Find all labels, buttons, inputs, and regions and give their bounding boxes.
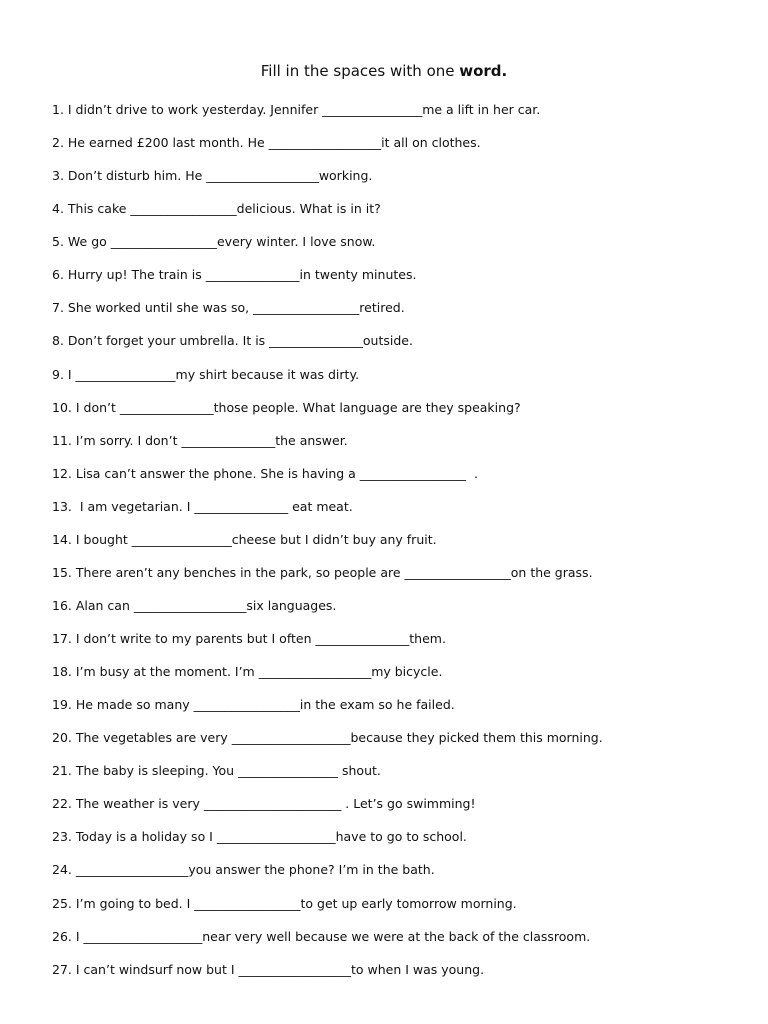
exercise-item: 3. Don’t disturb him. He __________________working.	[52, 168, 373, 184]
exercise-item: 24. __________________you answer the phone? I’m in the bath.	[52, 862, 435, 878]
exercise-item: 14. I bought ________________cheese but I didn’t buy any fruit.	[52, 531, 437, 547]
exercise-item: 10. I don’t _______________those people. What language are they speaking?	[52, 399, 521, 415]
exercise-item: 13. I am vegetarian. I _______________ eat meat.	[52, 498, 353, 514]
exercise-item: 25. I’m going to bed. I _________________to get up early tomorrow morning.	[52, 895, 517, 911]
exercise-item: 18. I’m busy at the moment. I’m __________________my bicycle.	[52, 664, 443, 680]
exercise-item: 23. Today is a holiday so I ___________________have to go to school.	[52, 829, 467, 845]
exercise-item: 27. I can’t windsurf now but I __________________to when I was young.	[52, 961, 485, 977]
exercise-item: 15. There aren’t any benches in the park, so people are _________________on the grass.	[52, 564, 593, 580]
exercise-item: 16. Alan can __________________six languages.	[52, 597, 337, 613]
exercise-item: 8. Don’t forget your umbrella. It is _______________outside.	[52, 333, 413, 349]
exercise-list	[52, 100, 752, 993]
exercise-item: 17. I don’t write to my parents but I often _______________them.	[52, 631, 446, 646]
exercise-item: 26. I ___________________near very well because we were at the back of the classroom.	[52, 928, 591, 944]
exercise-item: 20. The vegetables are very ___________________because they picked them this morning.	[52, 730, 603, 746]
exercise-item: 7. She worked until she was so, _________________retired.	[52, 300, 405, 316]
exercise-item: 19. He made so many _________________in the exam so he failed.	[52, 697, 455, 713]
exercise-item: 4. This cake _________________delicious. What is in it?	[52, 201, 381, 217]
exercise-item: 11. I’m sorry. I don’t _______________the answer.	[52, 432, 348, 448]
exercise-item: 2. He earned £200 last month. He __________________it all on clothes.	[52, 135, 481, 151]
exercise-item: 12. Lisa can’t answer the phone. She is having a _________________ .	[52, 465, 478, 481]
worksheet-title-emphasis: word.	[459, 62, 508, 80]
exercise-item: 6. Hurry up! The train is _______________in twenty minutes.	[52, 267, 417, 283]
exercise-item: 5. We go _________________every winter. I love snow.	[52, 234, 376, 250]
worksheet-title-main: Fill in the spaces with one	[260, 62, 460, 80]
exercise-item: 1. I didn’t drive to work yesterday. Jennifer ________________me a lift in her car.	[52, 102, 541, 117]
exercise-item: 21. The baby is sleeping. You ________________ shout.	[52, 763, 381, 779]
exercise-item: 9. I ________________my shirt because it was dirty.	[52, 366, 360, 382]
exercise-item: 22. The weather is very ______________________ . Let’s go swimming!	[52, 796, 476, 812]
worksheet-title	[0, 60, 768, 82]
